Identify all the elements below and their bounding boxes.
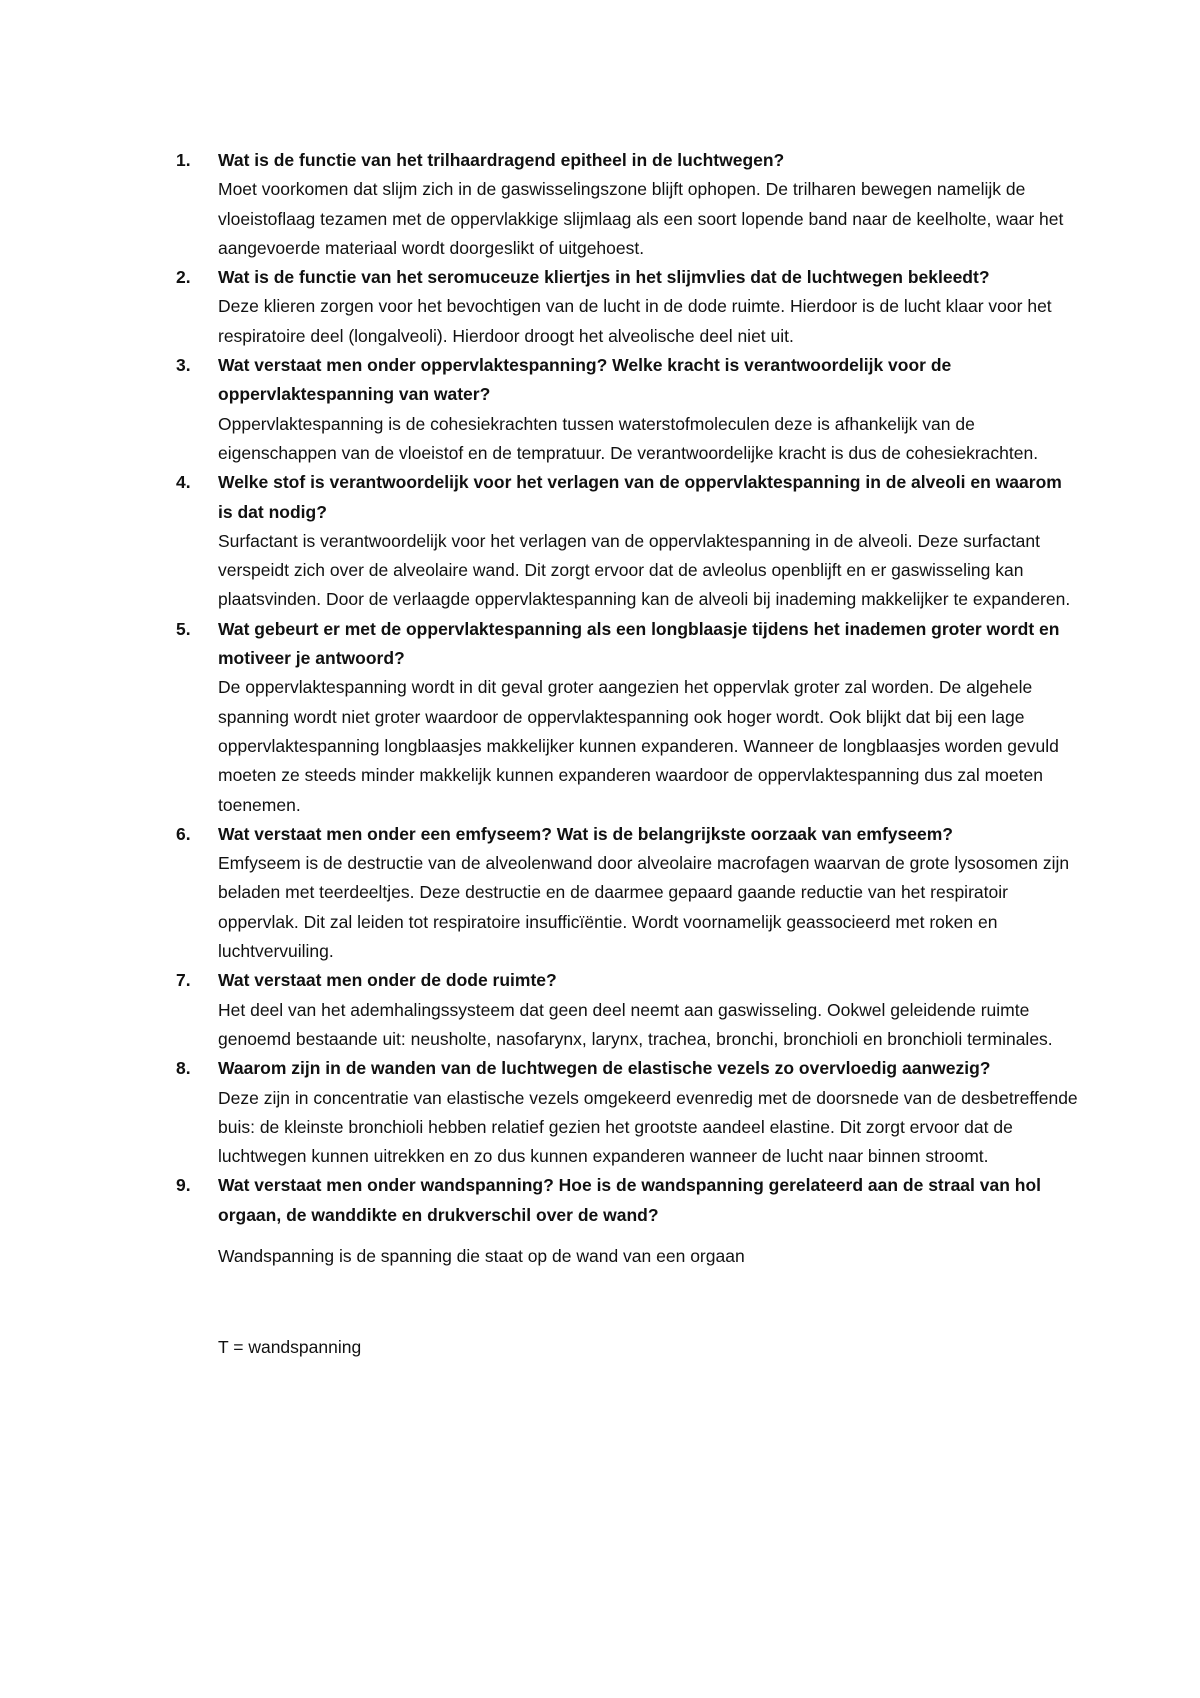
question-number: 2. <box>176 267 191 288</box>
qa-item-7 <box>0 966 1080 1054</box>
question-text: Wat verstaat men onder de dode ruimte? <box>218 970 557 991</box>
question-text: Wat is de functie van het trilhaardragend epitheel in de luchtwegen? <box>218 150 785 170</box>
question-text: Waarom zijn in de wanden van de luchtwegen de elastische vezels zo overvloedig aanwezig? <box>218 1058 991 1079</box>
qa-item-4 <box>0 468 1080 614</box>
question-text: Wat gebeurt er met de oppervlaktespanning als een longblaasje tijdens het inademen groter wordt en motiveer je antwoord? <box>218 618 1060 669</box>
answer-text: Het deel van het ademhalingssysteem dat geen deel neemt aan gaswisseling. Ookwel geleidende ruimte genoemd bestaande uit: neusholte, nasofarynx, larynx, trachea, bronchi, bronchioli en bronchioli terminales. <box>218 999 1053 1049</box>
answer-text: Emfyseem is de destructie van de alveolenwand door alveolaire macrofagen waarvan de grote lysosomen zijn beladen met teerdeeltjes. Deze destructie en de daarmee gepaard gaande reductie van het respiratoir oppervlak. Dit zal leiden tot respiratoire insufficïëntie. Wordt voornamelijk geassocieerd met roken en luchtvervuiling. <box>218 853 1070 962</box>
answer-text: Deze klieren zorgen voor het bevochtigen van de lucht in de dode ruimte. Hierdoor is de lucht klaar voor het respiratoire deel (longalveoli). Hierdoor droogt het alveolische deel niet uit. <box>218 296 1052 346</box>
question-text: Wat verstaat men onder een emfyseem? Wat is de belangrijkste oorzaak van emfyseem? <box>218 823 953 844</box>
answer-text: Oppervlaktespanning is de cohesiekrachten tussen waterstofmoleculen deze is afhankelijk van de eigenschappen van de vloeistof en de tempratuur. De verantwoordelijke kracht is dus de cohesiekrachten. <box>218 413 1039 463</box>
question-number: 1. <box>176 150 191 170</box>
question-number: 5. <box>176 618 191 639</box>
question-text: Wat verstaat men onder oppervlaktespanning? Welke kracht is verantwoordelijk voor de oppervlaktespanning van water? <box>218 355 952 405</box>
qa-item-3 <box>0 351 1080 468</box>
qa-item-5 <box>0 615 1080 820</box>
qa-item-2 <box>0 263 1080 351</box>
question-number: 4. <box>176 472 191 493</box>
question-text: Welke stof is verantwoordelijk voor het verlagen van de oppervlaktespanning in de alveoli en waarom is dat nodig? <box>218 472 1062 522</box>
question-number: 7. <box>176 970 191 991</box>
question-number: 6. <box>176 823 191 844</box>
question-text: Wat verstaat men onder wandspanning? Hoe is de wandspanning gerelateerd aan de straal van hol orgaan, de wanddikte en drukverschil over de wand? <box>218 1175 1042 1225</box>
answer-text: De oppervlaktespanning wordt in dit geval groter aangezien het oppervlak groter zal worden. De algehele spanning wordt niet groter waardoor de oppervlaktespanning ook hoger wordt. Ook blijkt dat bij een lage oppervlaktespanning longblaasjes makkelijker kunnen expanderen. Wanneer de longblaasjes worden gevuld moeten ze steeds minder makkelijk kunnen expanderen waardoor de oppervlaktespanning dus zal moeten toenemen. <box>218 677 1059 815</box>
answer-text: Surfactant is verantwoordelijk voor het verlagen van de oppervlaktespanning in de alveoli. Deze surfactant verspeidt zich over de alveolaire wand. Dit zorgt ervoor dat de avleolus openblijft en er gaswisseling kan plaatsvinden. Door de verlaagde oppervlaktespanning kan de alveoli bij inademing makkelijker te expanderen. <box>218 530 1071 610</box>
formula-definition: T = wandspanning <box>218 1337 362 1358</box>
question-number: 3. <box>176 355 191 376</box>
question-list <box>0 146 1080 1363</box>
answer-text: Moet voorkomen dat slijm zich in de gaswisselingszone blijft ophopen. De trilharen bewegen namelijk de vloeistoflaag tezamen met de oppervlakkige slijmlaag als een soort lopende band naar de keelholte, waar het aangevoerde materiaal wordt doorgeslikt of uitgehoest. <box>218 179 1064 258</box>
question-number: 8. <box>176 1058 191 1079</box>
question-text: Wat is de functie van het seromuceuze kliertjes in het slijmvlies dat de luchtwegen bekleedt? <box>218 267 990 288</box>
qa-item-1 <box>0 146 1080 263</box>
answer-text: Deze zijn in concentratie van elastische vezels omgekeerd evenredig met de doorsnede van de desbetreffende buis: de kleinste bronchioli hebben relatief gezien het grootste aandeel elastine. Dit zorgt ervoor dat de luchtwegen kunnen uitrekken en zo dus kunnen expanderen wanneer de lucht naar binnen stroomt. <box>218 1087 1078 1167</box>
qa-item-8 <box>0 1054 1080 1171</box>
question-number: 9. <box>176 1175 191 1196</box>
answer-text: Wandspanning is de spanning die staat op de wand van een orgaan <box>218 1245 745 1266</box>
qa-item-6 <box>0 820 1080 966</box>
qa-item-9 <box>0 1171 1080 1362</box>
